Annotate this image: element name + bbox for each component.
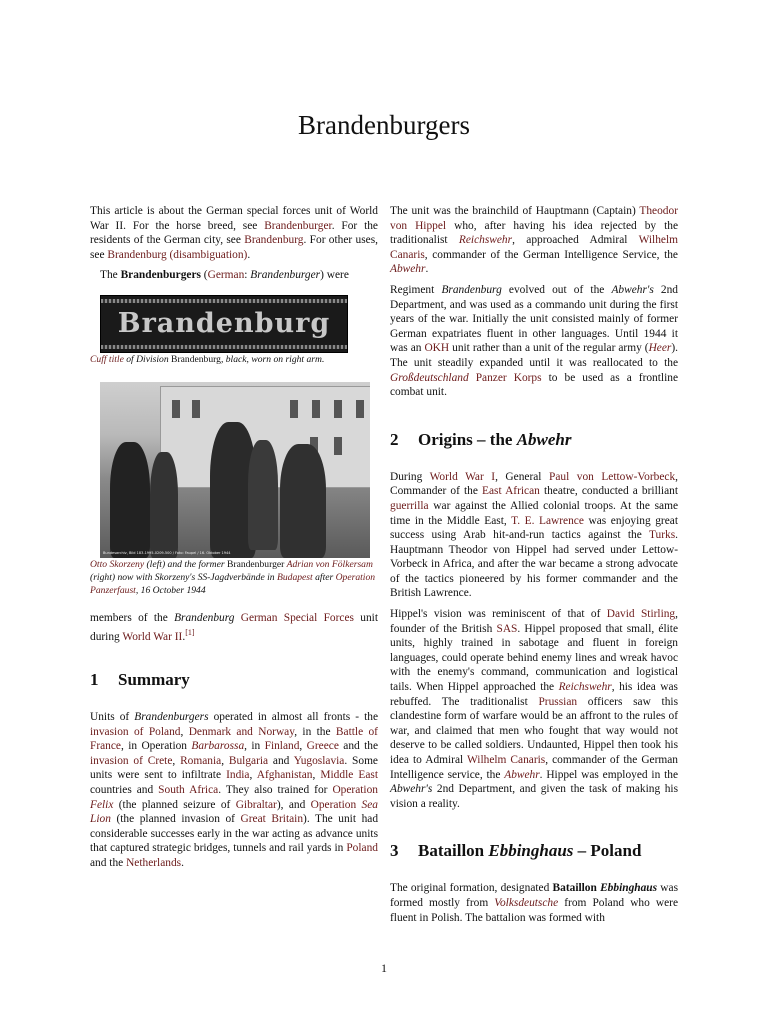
hatnote	[90, 204, 378, 262]
intro-text: (	[200, 269, 208, 282]
section-heading-origins	[390, 430, 678, 450]
text: ,	[312, 769, 321, 782]
text: operated in almost all fronts - the	[208, 710, 378, 723]
link-romania[interactable]: Romania	[180, 754, 222, 767]
caption-text: Brandenburg	[168, 353, 221, 365]
link-afghanistan[interactable]: Afghanistan	[256, 769, 313, 782]
text: theatre, conducted a brilliant	[539, 485, 678, 498]
link-theodor-von-hippel[interactable]: Theodor von Hippel	[390, 205, 678, 232]
link-budapest[interactable]: Budapest	[276, 571, 313, 583]
text: .	[181, 856, 184, 869]
link-world-war-ii[interactable]: World War II	[122, 630, 183, 643]
intro-paragraph	[90, 268, 378, 283]
text: ,	[249, 769, 257, 782]
section-title: Ebbinghaus	[488, 841, 574, 861]
skorzeny-photo[interactable]	[100, 382, 370, 558]
section-heading-summary	[90, 670, 378, 690]
link-okh[interactable]: OKH	[424, 342, 450, 355]
text: Abwehr's	[611, 283, 654, 296]
text: countries and	[90, 783, 159, 796]
link-poland[interactable]: Poland	[346, 842, 378, 855]
link-abwehr[interactable]: Abwehr	[504, 768, 540, 781]
link-great-britain[interactable]: Great Britain	[240, 813, 304, 826]
text: . They also trained for	[218, 783, 333, 796]
photo-caption	[90, 558, 378, 597]
link-wilhelm-canaris[interactable]: Wilhelm Canaris	[390, 234, 678, 261]
section-number: 3	[390, 841, 399, 861]
text: 2nd Department, and given the task of making his vision a reality.	[390, 783, 678, 810]
text: ,	[172, 754, 181, 767]
link-operation-felix[interactable]: Operation	[332, 783, 378, 796]
text: . Some units were sent to infiltrate	[90, 754, 378, 782]
left-column	[90, 204, 378, 876]
page-number: 1	[381, 961, 387, 975]
text: evolved out of the	[501, 283, 612, 296]
section-title: Abwehr	[516, 429, 572, 449]
text: war against the Allied colonial troops. At the same time in the Middle East,	[390, 499, 678, 527]
brainchild-paragraph	[390, 204, 678, 277]
caption-text: Brandenburger	[226, 558, 285, 570]
link-brandenburg-city[interactable]: Brandenburg	[244, 234, 304, 247]
reference-1[interactable]: [1]	[185, 627, 195, 637]
section-title: – Poland	[573, 841, 642, 861]
text: , founder of the British	[390, 608, 678, 635]
text	[469, 372, 476, 384]
section-title: Summary	[118, 669, 190, 689]
link-panzer-korps[interactable]: Panzer Korps	[475, 371, 542, 384]
text: was enjoying great success using Arab hit-and-run tactics against the	[390, 514, 679, 542]
link-east-african[interactable]: East African	[482, 485, 540, 498]
link-heer[interactable]: Heer	[648, 342, 672, 355]
link-reichswehr[interactable]: Reichswehr	[558, 681, 612, 694]
text: (the planned seizure of	[113, 798, 236, 811]
photo-figure	[150, 452, 178, 558]
caption-text: of	[123, 353, 137, 365]
photo-stamp: Bundesarchiv, Bild 183-1995-0209-500 / Foto: Faupel / 16. Oktober 1944	[103, 550, 231, 555]
text: . Hippel was employed in the	[539, 768, 679, 781]
intro-continuation	[90, 611, 378, 644]
photo-figure	[248, 440, 278, 550]
text: officers saw this clandestine form of warfare would be an affront to the rules of war, and claimed that men who fought that way would not deserve to be called soldiers. Undaunted, Hippel then took his idea to Admiral	[390, 695, 678, 766]
link-invasion-of-poland[interactable]: invasion of Poland	[90, 725, 181, 738]
text: , approached Admiral	[512, 234, 639, 247]
intro-text: .	[182, 630, 186, 643]
photo-window	[312, 400, 320, 418]
photo-window	[192, 400, 200, 418]
intro-text: The	[100, 269, 121, 282]
link-middle-east[interactable]: Middle East	[320, 769, 378, 782]
hatnote-text: . For the residents of the German city, see	[90, 219, 378, 247]
text: ,	[221, 754, 229, 767]
text: from Poland who were fluent in Polish. The battalion was formed with	[390, 896, 679, 924]
link-turks[interactable]: Turks	[648, 529, 676, 542]
link-grossdeutschland[interactable]: Großdeutschland	[390, 371, 469, 384]
link-guerrilla[interactable]: guerrilla	[390, 499, 429, 512]
text: , General	[495, 470, 549, 483]
link-david-stirling[interactable]: David Stirling	[606, 608, 676, 621]
text: The original formation, designated	[390, 882, 553, 895]
text: , commander of the German Intelligence Service, the	[424, 248, 678, 261]
link-german-special-forces[interactable]: German Special Forces	[240, 611, 354, 624]
link-barbarossa[interactable]: Barbarossa	[191, 740, 245, 753]
link-abwehr[interactable]: Abwehr	[390, 263, 426, 276]
link-operation-sea-lion[interactable]: Sea Lion	[90, 798, 378, 826]
link-t-e-lawrence[interactable]: T. E. Lawrence	[511, 514, 584, 527]
link-sas[interactable]: SAS	[496, 622, 518, 635]
text: ). The unit had considerable successes early in the war acting as advance units that captured strategic bridges, tunnels and rail yards in	[90, 813, 379, 855]
section-number: 2	[390, 429, 399, 449]
text: to be used as a frontline combat unit.	[390, 371, 678, 399]
right-column	[390, 204, 678, 931]
origins-paragraph-1	[390, 470, 678, 601]
intro-italic-term: Brandenburg	[174, 611, 235, 624]
text: During	[390, 470, 430, 483]
link-denmark-and-norway[interactable]: Denmark and Norway	[188, 725, 295, 738]
photo-window	[334, 400, 342, 418]
text: and	[268, 754, 294, 767]
caption-text: Division	[136, 353, 169, 365]
origins-paragraph-2	[390, 607, 678, 811]
link-bulgaria[interactable]: Bulgaria	[228, 754, 269, 767]
text: , in	[244, 740, 265, 753]
caption-text: (right) now with Skorzeny's SS-Jagdverbände in	[90, 571, 277, 583]
hatnote-text: .	[247, 248, 251, 261]
page-title: Brandenburgers	[298, 110, 470, 140]
text: , in the	[294, 725, 336, 738]
link-brandenburger-horse[interactable]: Brandenburger	[264, 219, 332, 232]
text: , commander of the German Intelligence service, the	[390, 754, 679, 781]
intro-text: unit during	[90, 611, 378, 643]
section-title: Origins – the	[418, 429, 517, 449]
text: unit rather than a unit of the regular army (	[449, 342, 649, 355]
text: Regiment	[390, 283, 442, 296]
hatnote-text: . For other uses, see	[90, 234, 378, 261]
text: The unit was the brainchild of Hauptmann (Captain)	[390, 205, 640, 217]
text: Brandenburg	[441, 283, 502, 296]
summary-paragraph	[90, 710, 378, 871]
link-volksdeutsche[interactable]: Volksdeutsche	[494, 896, 559, 909]
link-reichswehr[interactable]: Reichswehr	[458, 234, 513, 247]
link-india[interactable]: India	[226, 769, 250, 782]
text: Ebbinghaus	[600, 882, 658, 895]
text: .	[425, 263, 429, 276]
link-paul-von-lettow-vorbeck[interactable]: Paul von Lettow-Vorbeck	[548, 470, 676, 483]
link-south-africa[interactable]: South Africa	[158, 783, 219, 796]
text: Abwehr's	[390, 783, 433, 796]
link-otto-skorzeny[interactable]: Otto Skorzeny	[90, 558, 145, 570]
link-operation-panzerfaust[interactable]: Operation Panzerfaust	[90, 571, 376, 596]
link-brandenburg-disambiguation[interactable]: Brandenburg (disambiguation)	[107, 248, 248, 261]
photo-figure	[280, 444, 326, 558]
text: ), and	[276, 798, 311, 811]
photo-window	[290, 400, 298, 418]
link-prussian[interactable]: Prussian	[538, 695, 578, 708]
link-invasion-of-crete[interactable]: invasion of Crete	[90, 754, 173, 767]
text: . Hauptmann Theodor von Hippel had served under Lettow-Vorbeck in Africa, and after the war became a strong advocate of the tactics pioneered by his former commander and the British Lawrence.	[390, 529, 678, 600]
caption-text: , 16 October 1944	[135, 584, 206, 596]
caption-text: after	[312, 571, 336, 583]
text: , his idea was rebuffed. The traditionalist	[390, 681, 678, 708]
text: , Commander of the	[390, 470, 679, 498]
text: . Hippel proposed that small, élite units, highly trained in sabotage and fluent in foreign languages, could operate behind enemy lines and wreak havoc with the enemy's command, communication and logistical tails. When Hippel approached the	[390, 622, 679, 694]
bataillon-paragraph	[390, 881, 678, 925]
intro-text: :	[244, 269, 251, 282]
link-adrian-von-folkersam[interactable]: Adrian von Fölkersam	[286, 558, 373, 570]
link-wilhelm-canaris[interactable]: Wilhelm Canaris	[467, 754, 546, 766]
text: Units of	[90, 710, 135, 723]
link-battle-of-france[interactable]: Battle of France	[90, 725, 378, 753]
photo-window	[172, 400, 180, 418]
caption-text: , black, worn on right arm.	[220, 353, 325, 365]
photo-window	[334, 437, 342, 455]
link-yugoslavia[interactable]: Yugoslavia	[293, 754, 345, 767]
intro-bold-term: Brandenburgers	[120, 269, 201, 282]
link-german[interactable]: German	[207, 269, 245, 282]
text: Hippel's vision was reminiscent of that of	[390, 608, 607, 621]
text: (the planned invasion of	[110, 813, 241, 826]
text: ). The unit steadily expanded until it was reallocated to the	[390, 342, 678, 369]
section-heading-bataillon-ebbinghaus	[390, 841, 678, 861]
text: who, after having his idea rejected by the traditionalist	[390, 219, 678, 247]
link-operation-felix[interactable]: Felix	[90, 798, 114, 811]
text: and the	[338, 740, 379, 753]
text: Brandenburgers	[134, 710, 209, 723]
link-cuff-title[interactable]: Cuff title	[90, 353, 124, 365]
link-netherlands[interactable]: Netherlands	[126, 856, 182, 869]
link-greece[interactable]: Greece	[306, 740, 339, 753]
text: and the	[90, 856, 127, 869]
photo-figure	[110, 442, 150, 558]
text: 2nd Department, and was used as a commando unit during the first years of the war. Initially the unit consisted mainly of former German expatriates fluent in other languages. Until 1944 it was an	[390, 283, 679, 355]
intro-text: ) were	[320, 269, 349, 282]
section-title: Bataillon	[418, 841, 489, 861]
link-gibraltar[interactable]: Gibraltar	[235, 798, 277, 811]
text: ,	[180, 725, 189, 738]
cuff-caption	[90, 353, 378, 366]
intro-text: members of the	[90, 611, 175, 624]
link-operation-sea-lion[interactable]: Operation	[310, 798, 362, 811]
text: ,	[299, 740, 307, 753]
intro-italic-term: Brandenburger	[250, 269, 321, 282]
text: was formed mostly from	[390, 882, 679, 909]
cuff-title-lettering: Brandenburg	[117, 307, 331, 339]
regiment-paragraph	[390, 283, 678, 400]
text: Bataillon	[552, 882, 601, 895]
section-number: 1	[90, 669, 99, 689]
caption-text: (left) and the former	[144, 558, 227, 570]
hatnote-text: This article is about the German special forces unit of World War II. For the horse breed, see	[90, 205, 378, 232]
link-finland[interactable]: Finland	[264, 740, 300, 753]
photo-window	[356, 400, 364, 418]
cuff-title-image[interactable]	[100, 295, 348, 353]
text: , in Operation	[121, 740, 192, 753]
link-world-war-i[interactable]: World War I	[429, 470, 496, 483]
